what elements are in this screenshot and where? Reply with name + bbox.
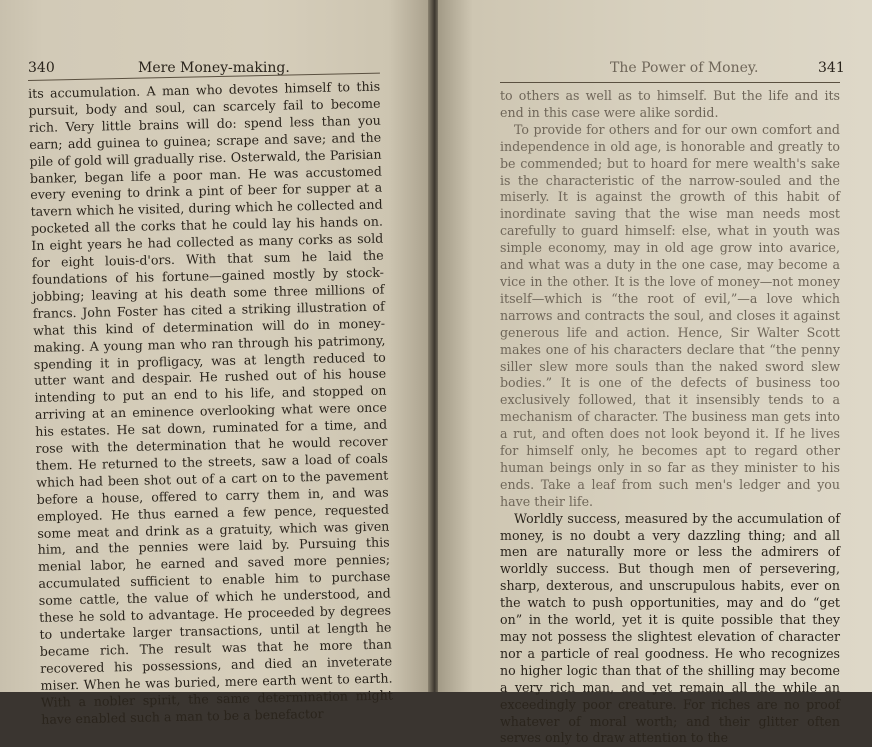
right-paragraph-2: To provide for others and for our own comfort and independence in old age, is honorable and greatly to be commended; but to hoard for mere wealth's sake is the characteristic of the narrow-souled and the miserly. It is against the growth of this habit of inordinate saving that the wise man needs most carefully to guard himself: else, what in youth was simple economy, may in old age grow into avarice, and what was a duty in the one case, may become a vice in the other. It is the love of money—not money itself—which is “the root of evil,”—a love which narrows and contracts the soul, and closes it against generous life and action. Hence, Sir Walter Scott makes one of his characters declare that “the penny siller slew more souls than the naked sword slew bodies.” It is one of the defects of business too exclusively followed, that it insensibly tends to a mechanism of character. The business man gets into a rut, and often does not look beyond it. If he lives for himself only, he becomes apt to regard other human beings only in so far as they minister to his ends. Take a leaf from such men's ledger and you have their life. (500, 121, 840, 509)
right-paragraph-3: Worldly success, measured by the accumulation of money, is no doubt a very dazzling thing; and all men are naturally more or less the admirers of worldly success. But though men of persevering, sharp, dexterous, and unscrupulous habits, ever on the watch to push opportunities, may and do “get on” in the world, yet it is quite possible that they may not possess the slightest elevation of character nor a particle of real goodness. He who recognizes no higher logic than that of the shilling may become a very rich man, and yet remain all the while an exceedingly poor creature. For riches are no proof whatever of moral worth; and their glitter often serves only to draw attention to the (500, 510, 840, 746)
left-page (0, 0, 432, 727)
right-body-text (500, 88, 840, 747)
left-running-title: Mere Money-making. (138, 60, 290, 76)
right-paragraph-1: to others as well as to himself. But the life and its end in this case were alike sordid. (500, 88, 840, 120)
left-body-text (28, 79, 393, 729)
right-page (438, 0, 872, 746)
left-paragraph-1: its accumulation. A man who devotes himself to this pursuit, body and soul, can scarcely fail to become rich. Very little brains will do: spend less than you earn; add guinea to guinea; scrape and save; and the pile of gold will gradually rise. Osterwald, the Parisian banker, began life a poor man. He was accustomed every evening to drink a pint of beer for supper at a tavern which he visited, during which he collected and pocketed all the corks that he could lay his hands on. In eight years he had collected as many corks as sold for eight louis-d'ors. With that sum he laid the foundations of his fortune—gained mostly by stock-jobbing; leaving at his death some three millions of francs. John Foster has cited a striking illustration of what this kind of determination will do in money-making. A young man who ran through his patrimony, spending it in profligacy, was at length reduced to utter want and despair. He rushed out of his house intending to put an end to his life, and stopped on arriving at an eminence overlooking what were once his estates. He sat down, ruminated for a time, and rose with the determination that he would recover them. He returned to the streets, saw a load of coals which had been shot out of a cart on to the pavement before a house, offered to carry them in, and was employed. He thus earned a few pence, requested some meat and drink as a gratuity, which was given him, and the pennies were laid by. Pursuing this menial labor, he earned and saved more pennies; accumulated sufficient to enable him to purchase some cattle, the value of which he understood, and these he sold to advantage. He proceeded by degrees to undertake larger transactions, until at length he became rich. The result was that he more than recovered his possessions, and died an inveterate miser. When he was buried, mere earth went to earth. With a nobler spirit, the same determination might have enabled such a man to be a benefactor (28, 78, 393, 727)
right-running-title: The Power of Money. (610, 60, 759, 76)
right-page-number: 341 (818, 60, 845, 76)
right-header-rule (500, 82, 840, 83)
left-page-number: 340 (28, 60, 55, 76)
